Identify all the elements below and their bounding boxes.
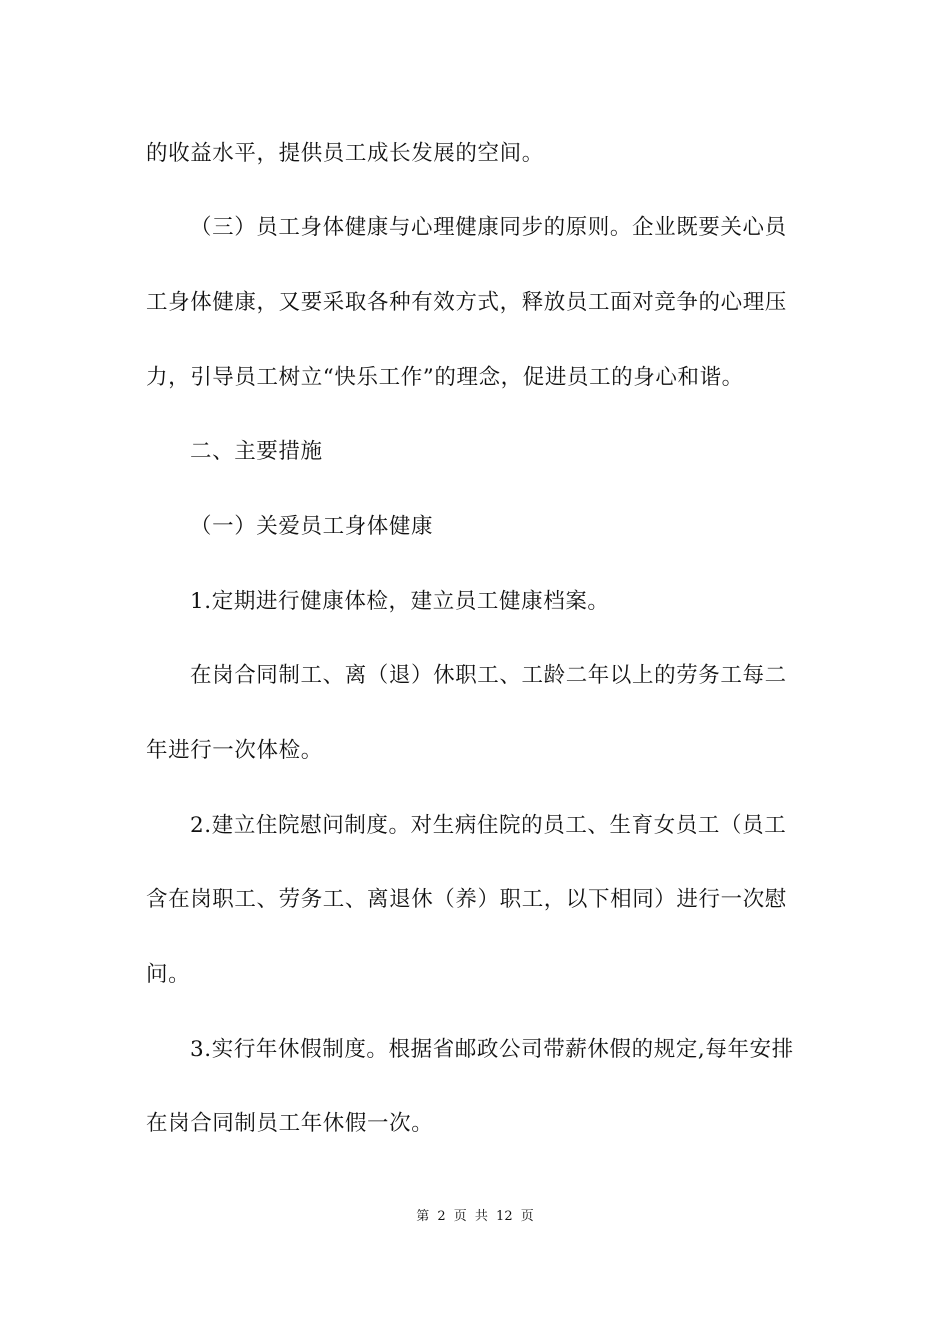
section-heading: 二、主要措施 <box>190 439 323 464</box>
body-line: 2.建立住院慰问制度。对生病住院的员工、生育女员工（员工 <box>190 813 787 838</box>
body-line: 年进行一次体检。 <box>146 738 323 763</box>
page-footer: 第 2 页 共 12 页 <box>416 1209 534 1224</box>
body-line: 1.定期进行健康体检，建立员工健康档案。 <box>190 589 610 614</box>
body-line: 在岗合同制工、离（退）休职工、工龄二年以上的劳务工每二 <box>190 663 787 688</box>
body-line: 3.实行年休假制度。根据省邮政公司带薪休假的规定,每年安排 <box>190 1037 794 1062</box>
body-line: 含在岗职工、劳务工、离退休（养）职工，以下相同）进行一次慰 <box>146 887 787 912</box>
body-line: 力，引导员工树立“快乐工作”的理念，促进员工的身心和谐。 <box>146 365 744 390</box>
body-line: 的收益水平，提供员工成长发展的空间。 <box>146 141 544 166</box>
body-line: 问。 <box>146 962 191 987</box>
body-line: （三）员工身体健康与心理健康同步的原则。企业既要关心员 <box>190 215 787 240</box>
body-line: 在岗合同制员工年休假一次。 <box>146 1111 434 1136</box>
subsection-heading: （一）关爱员工身体健康 <box>190 514 434 539</box>
body-line: 工身体健康，又要采取各种有效方式，释放员工面对竞争的心理压 <box>146 290 787 315</box>
